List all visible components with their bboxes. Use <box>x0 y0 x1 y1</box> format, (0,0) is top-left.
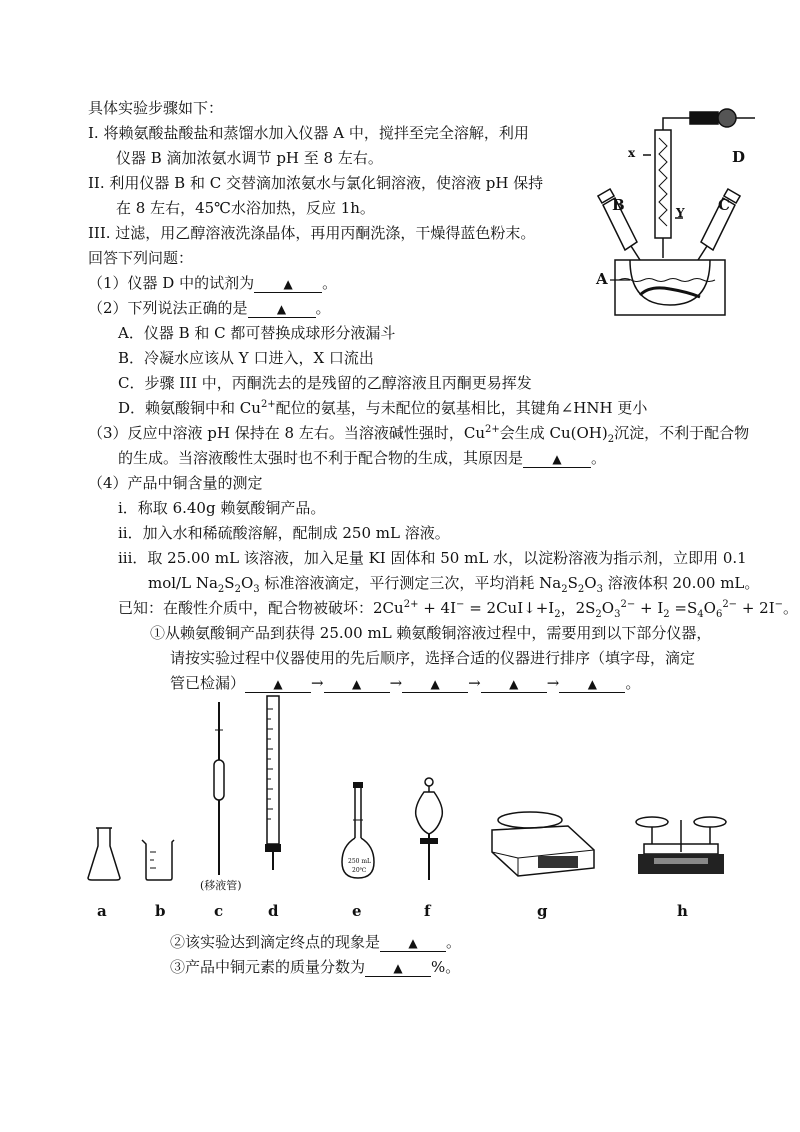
label-x: x <box>628 146 636 160</box>
option-d: D．赖氨酸铜中和 $Cu^{2+}$配位的氨基，与未配位的氨基相比，其键角∠HNH 更小 <box>118 399 648 417</box>
answer-blank-q1[interactable]: ▲ <box>254 276 322 293</box>
label-a: A <box>596 270 608 288</box>
instrument-f-separatory-funnel <box>412 776 446 884</box>
order-blank-3[interactable]: ▲ <box>402 676 468 693</box>
question-3-line-1: （3）反应中溶液 pH 保持在 8 左右。当溶液碱性强时，$Cu^{2+}$会生成 $Cu(OH)_2$沉淀，不利于配合物 <box>88 424 750 445</box>
step-3: III. 过滤，用乙醇溶液洗涤晶体，再用丙酮洗涤，干燥得蓝色粉末。 <box>88 224 536 242</box>
instrument-c-pipette <box>208 700 230 880</box>
question-1: （1）仪器 D 中的试剂为 ▲ 。 <box>88 274 338 292</box>
label-c: C <box>718 196 730 214</box>
step-1-line-2: 仪器 B 滴加浓氨水调节 pH 至 8 左右。 <box>116 149 383 167</box>
order-blank-4[interactable]: ▲ <box>481 676 547 693</box>
instrument-label-h: h <box>677 902 688 920</box>
instrument-g-electronic-balance <box>488 806 598 880</box>
sub-q2: ②该实验达到滴定终点的现象是 ▲ 。 <box>170 933 462 951</box>
option-c: C．步骤 III 中，丙酮洗去的是残留的乙醇溶液且丙酮更易挥发 <box>118 374 532 392</box>
question-2: （2）下列说法正确的是 ▲ 。 <box>88 299 331 317</box>
instrument-label-f: f <box>424 902 431 920</box>
sub-q3: ③产品中铜元素的质量分数为 ▲ %。 <box>170 958 461 976</box>
intro-text: 具体实验步骤如下： <box>88 99 224 117</box>
order-blank-1[interactable]: ▲ <box>245 676 311 693</box>
q4-step-ii: ii．加入水和稀硫酸溶解，配制成 250 mL 溶液。 <box>118 524 450 542</box>
q4-step-i: i．称取 6.40g 赖氨酸铜产品。 <box>118 499 326 517</box>
step-2-line-2: 在 8 左右，45℃水浴加热，反应 1h。 <box>116 199 375 217</box>
label-d: D <box>732 148 746 166</box>
answer-blank-q3[interactable]: ▲ <box>523 451 591 468</box>
label-y: Y <box>676 206 685 220</box>
option-b: B．冷凝水应该从 Y 口进入，X 口流出 <box>118 349 374 367</box>
instrument-a-conical-flask <box>86 826 122 882</box>
q4-step-iii-line-1: iii．取 25.00 mL 该溶液，加入足量 KI 固体和 50 mL 水，以淀粉溶液为指示剂，立即用 0.1 <box>118 549 747 567</box>
sub-q1-line-2: 请按实验过程中仪器使用的先后顺序，选择合适的仪器进行排序（填字母，滴定 <box>170 649 696 667</box>
order-blank-2[interactable]: ▲ <box>324 676 390 693</box>
step-1-line-1: I. 将赖氨酸盐酸盐和蒸馏水加入仪器 A 中，搅拌至完全溶解，利用 <box>88 124 529 142</box>
instrument-label-e: e <box>352 902 362 920</box>
answer-blank-endpoint[interactable]: ▲ <box>380 935 446 952</box>
flask-capacity: 250 mL <box>348 858 372 865</box>
instrument-label-b: b <box>155 902 166 920</box>
instrument-label-g: g <box>537 902 548 920</box>
sub-q1-line-3: 管已检漏） ▲ → ▲ → ▲ → ▲ → ▲ 。 <box>170 674 641 692</box>
instrument-b-beaker <box>140 838 176 882</box>
instrument-h-pan-balance <box>634 812 728 882</box>
option-a: A．仪器 B 和 C 都可替换成球形分液漏斗 <box>118 324 396 342</box>
answer-prompt: 回答下列问题： <box>88 249 194 267</box>
known-equation: 已知：在酸性介质中，配合物被破坏：$2Cu^{2+} + 4I^-$ = $2CuI↓+I_2$，$2S_2O_3^{2-} + I_2 =S_4O_6^{2-} + 2I^-$。 <box>118 599 799 620</box>
instrument-d-burette <box>262 694 284 874</box>
answer-blank-mass-fraction[interactable]: ▲ <box>365 960 431 977</box>
question-4-title: （4）产品中铜含量的测定 <box>88 474 263 492</box>
label-a-pointer <box>610 278 630 282</box>
instrument-label-a: a <box>97 902 107 920</box>
answer-blank-q2[interactable]: ▲ <box>248 301 316 318</box>
question-3-line-2: 的生成。当溶液酸性太强时也不利于配合物的生成，其原因是 ▲ 。 <box>118 449 607 467</box>
instrument-label-d: d <box>268 902 279 920</box>
step-2-line-1: II. 利用仪器 B 和 C 交替滴加浓氨水与氯化铜溶液，使溶液 pH 保持 <box>88 174 544 192</box>
three-neck-flask <box>630 260 710 305</box>
instrument-label-c: c <box>214 902 224 920</box>
q4-step-iii-line-2: mol/L $Na_2S_2O_3$ 标准溶液滴定，平行测定三次，平均消耗 $Na_2S_2O_3$ 溶液体积 20.00 mL。 <box>148 574 760 595</box>
order-blank-5[interactable]: ▲ <box>559 676 625 693</box>
flask-temperature: 20℃ <box>352 867 367 874</box>
pipette-label: (移液管) <box>200 879 242 892</box>
label-b: B <box>612 196 625 214</box>
sub-q1-line-1: ①从赖氨酸铜产品到获得 25.00 mL 赖氨酸铜溶液过程中，需要用到以下部分仪器， <box>150 624 712 642</box>
